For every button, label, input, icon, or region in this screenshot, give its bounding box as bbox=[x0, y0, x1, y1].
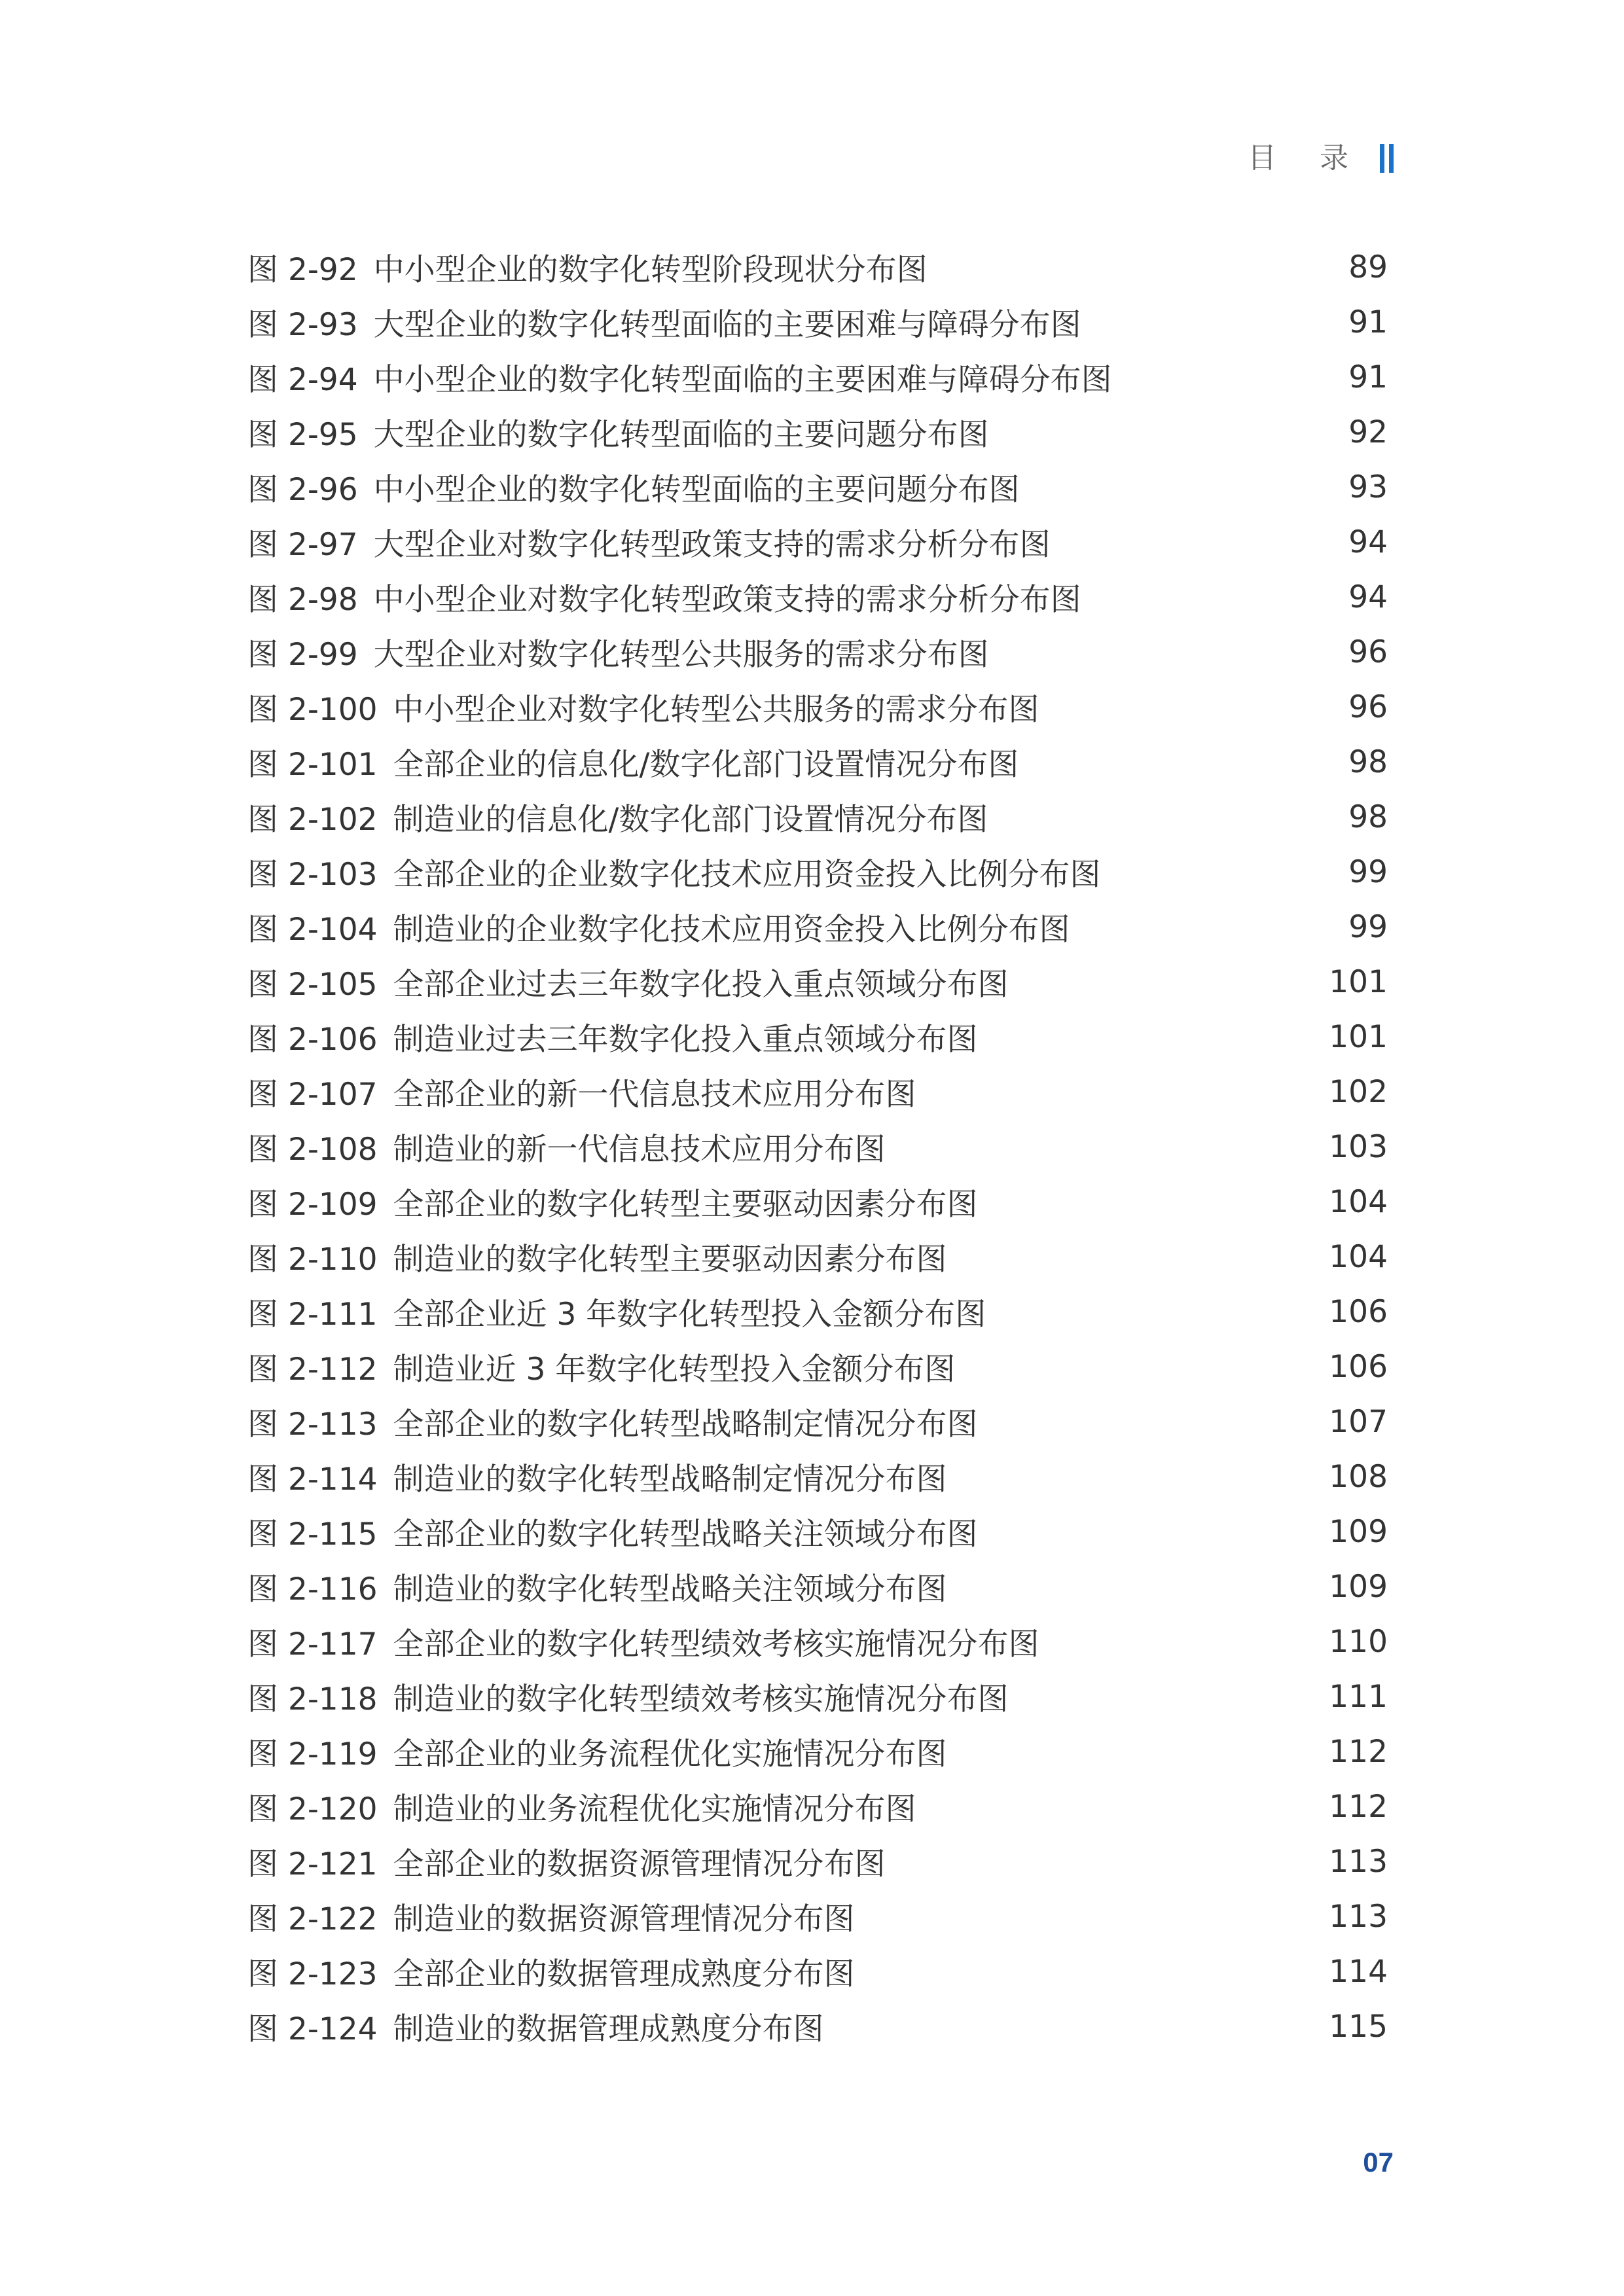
figure-title: 制造业近 3 年数字化转型投入金额分布图 bbox=[393, 1351, 956, 1388]
toc-page-number: 115 bbox=[1329, 2008, 1388, 2045]
toc-entry-label bbox=[247, 300, 1081, 344]
figure-title: 制造业的业务流程优化实施情况分布图 bbox=[393, 1791, 916, 1827]
toc-entry-label bbox=[247, 575, 1081, 619]
figure-number: 图 2-92 bbox=[247, 251, 358, 288]
toc-entry[interactable] bbox=[247, 679, 1388, 734]
figure-number: 图 2-115 bbox=[247, 1516, 378, 1552]
toc-entry-label bbox=[247, 795, 988, 839]
figure-title: 全部企业的数字化转型战略制定情况分布图 bbox=[393, 1406, 978, 1443]
toc-entry[interactable] bbox=[247, 1669, 1388, 1724]
figure-title: 中小型企业的数字化转型面临的主要困难与障碍分布图 bbox=[373, 361, 1112, 398]
toc-page-number: 104 bbox=[1329, 1183, 1388, 1220]
toc-page-number: 96 bbox=[1348, 689, 1388, 725]
figure-title: 制造业的新一代信息技术应用分布图 bbox=[393, 1131, 886, 1168]
figure-number: 图 2-118 bbox=[247, 1681, 378, 1717]
toc-page-number: 99 bbox=[1348, 853, 1388, 890]
figure-number: 图 2-124 bbox=[247, 2011, 378, 2047]
toc-entry-label bbox=[247, 355, 1112, 399]
toc-entry-label bbox=[247, 960, 1009, 1004]
figure-number: 图 2-117 bbox=[247, 1626, 378, 1662]
figure-number: 图 2-121 bbox=[247, 1846, 378, 1882]
figure-number: 图 2-105 bbox=[247, 966, 378, 1003]
figure-title: 制造业的数字化转型战略制定情况分布图 bbox=[393, 1461, 947, 1498]
toc-entry[interactable] bbox=[247, 789, 1388, 844]
toc-page-number: 101 bbox=[1329, 1018, 1388, 1055]
toc-entry[interactable] bbox=[247, 1559, 1388, 1614]
toc-entry[interactable] bbox=[247, 1394, 1388, 1449]
figure-title: 大型企业对数字化转型政策支持的需求分析分布图 bbox=[373, 526, 1051, 563]
figure-title: 制造业过去三年数字化投入重点领域分布图 bbox=[393, 1021, 978, 1058]
toc-entry[interactable] bbox=[247, 350, 1388, 404]
toc-entry[interactable] bbox=[247, 1834, 1388, 1889]
toc-entry[interactable] bbox=[247, 459, 1388, 514]
figure-title: 全部企业过去三年数字化投入重点领域分布图 bbox=[393, 966, 1009, 1003]
toc-page-number: 106 bbox=[1329, 1293, 1388, 1330]
toc-entry-label bbox=[247, 740, 1019, 784]
figure-title: 全部企业的数据管理成熟度分布图 bbox=[393, 1956, 855, 1992]
toc-entry-label bbox=[247, 1015, 978, 1059]
toc-entry-label bbox=[247, 1730, 947, 1774]
figure-list bbox=[247, 240, 1388, 2054]
figure-title: 全部企业的信息化/数字化部门设置情况分布图 bbox=[393, 746, 1019, 783]
toc-entry-label bbox=[247, 850, 1101, 894]
figure-number: 图 2-113 bbox=[247, 1406, 378, 1443]
toc-entry-label bbox=[247, 1290, 986, 1334]
toc-entry-label bbox=[247, 1895, 855, 1939]
figure-number: 图 2-104 bbox=[247, 911, 378, 948]
figure-number: 图 2-100 bbox=[247, 691, 378, 728]
toc-entry-label bbox=[247, 685, 1039, 729]
figure-title: 制造业的数字化转型主要驱动因素分布图 bbox=[393, 1241, 947, 1278]
toc-entry[interactable] bbox=[247, 569, 1388, 624]
toc-page-number: 104 bbox=[1329, 1238, 1388, 1275]
figure-number: 图 2-97 bbox=[247, 526, 358, 563]
toc-entry-label bbox=[247, 1180, 978, 1224]
toc-page-number: 109 bbox=[1329, 1568, 1388, 1605]
toc-entry[interactable] bbox=[247, 1999, 1388, 2054]
figure-title: 制造业的数据资源管理情况分布图 bbox=[393, 1901, 855, 1937]
figure-title: 大型企业的数字化转型面临的主要问题分布图 bbox=[373, 416, 989, 453]
figure-number: 图 2-119 bbox=[247, 1736, 378, 1772]
figure-number: 图 2-102 bbox=[247, 801, 378, 838]
toc-page-number: 94 bbox=[1348, 524, 1388, 560]
figure-title: 大型企业的数字化转型面临的主要困难与障碍分布图 bbox=[373, 306, 1081, 343]
toc-entry-label bbox=[247, 1840, 886, 1884]
toc-entry[interactable] bbox=[247, 899, 1388, 954]
toc-page-number: 92 bbox=[1348, 414, 1388, 450]
figure-title: 中小型企业对数字化转型政策支持的需求分析分布图 bbox=[373, 581, 1081, 618]
toc-page-number: 113 bbox=[1329, 1898, 1388, 1935]
toc-entry-label bbox=[247, 1950, 855, 1994]
toc-entry[interactable] bbox=[247, 1504, 1388, 1559]
toc-entry[interactable] bbox=[247, 1009, 1388, 1064]
figure-title: 中小型企业的数字化转型阶段现状分布图 bbox=[373, 251, 928, 288]
toc-entry-label bbox=[247, 245, 928, 289]
toc-entry[interactable] bbox=[247, 1339, 1388, 1394]
figure-title: 全部企业的数据资源管理情况分布图 bbox=[393, 1846, 886, 1882]
toc-entry-label bbox=[247, 1400, 978, 1444]
toc-entry-label bbox=[247, 1675, 1009, 1719]
toc-entry[interactable] bbox=[247, 240, 1388, 295]
toc-entry[interactable] bbox=[247, 1119, 1388, 1174]
figure-title: 中小型企业的数字化转型面临的主要问题分布图 bbox=[373, 471, 1020, 508]
toc-page-number: 102 bbox=[1329, 1073, 1388, 1110]
toc-entry-label bbox=[247, 1455, 947, 1499]
toc-entry-label bbox=[247, 630, 989, 674]
figure-title: 全部企业的新一代信息技术应用分布图 bbox=[393, 1076, 916, 1113]
toc-page-number: 111 bbox=[1329, 1678, 1388, 1715]
toc-entry[interactable] bbox=[247, 1229, 1388, 1284]
toc-entry-label bbox=[247, 1235, 947, 1279]
toc-entry[interactable] bbox=[247, 1284, 1388, 1339]
figure-number: 图 2-111 bbox=[247, 1296, 378, 1333]
toc-entry[interactable] bbox=[247, 514, 1388, 569]
figure-number: 图 2-108 bbox=[247, 1131, 378, 1168]
toc-entry[interactable] bbox=[247, 624, 1388, 679]
toc-page-number: 94 bbox=[1348, 579, 1388, 615]
toc-page-number: 112 bbox=[1329, 1788, 1388, 1825]
toc-page-number: 93 bbox=[1348, 469, 1388, 505]
figure-number: 图 2-93 bbox=[247, 306, 358, 343]
figure-number: 图 2-94 bbox=[247, 361, 358, 398]
figure-number: 图 2-116 bbox=[247, 1571, 378, 1607]
toc-page-number: 103 bbox=[1329, 1128, 1388, 1165]
toc-entry-label bbox=[247, 465, 1020, 509]
toc-entry-label bbox=[247, 1565, 947, 1609]
toc-entry[interactable] bbox=[247, 1064, 1388, 1119]
toc-page-number: 91 bbox=[1348, 359, 1388, 395]
toc-page-number: 106 bbox=[1329, 1348, 1388, 1385]
toc-page-number: 98 bbox=[1348, 798, 1388, 835]
toc-entry-label bbox=[247, 1510, 978, 1554]
figure-number: 图 2-123 bbox=[247, 1956, 378, 1992]
page-number: 07 bbox=[1363, 2147, 1394, 2178]
toc-entry-label bbox=[247, 1785, 916, 1829]
toc-entry-label bbox=[247, 410, 989, 454]
figure-number: 图 2-95 bbox=[247, 416, 358, 453]
toc-entry-label bbox=[247, 1125, 886, 1169]
figure-number: 图 2-96 bbox=[247, 471, 358, 508]
toc-page-number: 113 bbox=[1329, 1843, 1388, 1880]
figure-title: 制造业的数字化转型绩效考核实施情况分布图 bbox=[393, 1681, 1009, 1717]
figure-number: 图 2-98 bbox=[247, 581, 358, 618]
toc-entry-label bbox=[247, 905, 1070, 949]
figure-title: 全部企业的数字化转型战略关注领域分布图 bbox=[393, 1516, 978, 1552]
toc-page-number: 96 bbox=[1348, 634, 1388, 670]
toc-entry[interactable] bbox=[247, 1449, 1388, 1504]
toc-page-number: 109 bbox=[1329, 1513, 1388, 1550]
toc-entry-label bbox=[247, 2005, 824, 2049]
toc-page-number: 108 bbox=[1329, 1458, 1388, 1495]
figure-title: 全部企业的数字化转型绩效考核实施情况分布图 bbox=[393, 1626, 1039, 1662]
figure-title: 全部企业近 3 年数字化转型投入金额分布图 bbox=[393, 1296, 986, 1333]
section-title: 目 录 bbox=[1248, 141, 1365, 175]
running-head bbox=[1248, 139, 1394, 178]
figure-title: 全部企业的数字化转型主要驱动因素分布图 bbox=[393, 1186, 978, 1223]
toc-entry[interactable] bbox=[247, 1889, 1388, 1944]
figure-number: 图 2-99 bbox=[247, 636, 358, 673]
toc-entry[interactable] bbox=[247, 1724, 1388, 1779]
figure-number: 图 2-110 bbox=[247, 1241, 378, 1278]
toc-entry[interactable] bbox=[247, 404, 1388, 459]
figure-title: 制造业的企业数字化技术应用资金投入比例分布图 bbox=[393, 911, 1070, 948]
toc-page-number: 91 bbox=[1348, 304, 1388, 340]
figure-number: 图 2-122 bbox=[247, 1901, 378, 1937]
toc-entry[interactable] bbox=[247, 1614, 1388, 1669]
toc-entry-label bbox=[247, 1070, 916, 1114]
toc-entry-label bbox=[247, 1620, 1039, 1664]
figure-title: 制造业的数字化转型战略关注领域分布图 bbox=[393, 1571, 947, 1607]
figure-title: 制造业的数据管理成熟度分布图 bbox=[393, 2011, 824, 2047]
toc-page-number: 99 bbox=[1348, 908, 1388, 945]
toc-page-number: 89 bbox=[1348, 249, 1388, 285]
toc-entry-label bbox=[247, 1345, 955, 1389]
toc-page-number: 112 bbox=[1329, 1733, 1388, 1770]
figure-number: 图 2-109 bbox=[247, 1186, 378, 1223]
figure-title: 中小型企业对数字化转型公共服务的需求分布图 bbox=[393, 691, 1039, 728]
figure-title: 全部企业的业务流程优化实施情况分布图 bbox=[393, 1736, 947, 1772]
toc-page-number: 107 bbox=[1329, 1403, 1388, 1440]
toc-page-number: 114 bbox=[1329, 1953, 1388, 1990]
figure-number: 图 2-107 bbox=[247, 1076, 378, 1113]
figure-title: 大型企业对数字化转型公共服务的需求分布图 bbox=[373, 636, 989, 673]
toc-entry[interactable] bbox=[247, 295, 1388, 350]
figure-number: 图 2-112 bbox=[247, 1351, 378, 1388]
figure-number: 图 2-106 bbox=[247, 1021, 378, 1058]
toc-entry[interactable] bbox=[247, 1174, 1388, 1229]
toc-entry-label bbox=[247, 520, 1051, 564]
figure-title: 全部企业的企业数字化技术应用资金投入比例分布图 bbox=[393, 856, 1101, 893]
double-bar-icon bbox=[1380, 144, 1394, 173]
figure-number: 图 2-120 bbox=[247, 1791, 378, 1827]
figure-number: 图 2-101 bbox=[247, 746, 378, 783]
toc-page-number: 101 bbox=[1329, 963, 1388, 1000]
toc-page-number: 98 bbox=[1348, 744, 1388, 780]
toc-entry[interactable] bbox=[247, 844, 1388, 899]
figure-number: 图 2-114 bbox=[247, 1461, 378, 1498]
toc-entry[interactable] bbox=[247, 734, 1388, 789]
toc-page-number: 110 bbox=[1329, 1623, 1388, 1660]
figure-title: 制造业的信息化/数字化部门设置情况分布图 bbox=[393, 801, 988, 838]
toc-entry[interactable] bbox=[247, 1779, 1388, 1834]
toc-entry[interactable] bbox=[247, 954, 1388, 1009]
toc-entry[interactable] bbox=[247, 1944, 1388, 1999]
figure-number: 图 2-103 bbox=[247, 856, 378, 893]
